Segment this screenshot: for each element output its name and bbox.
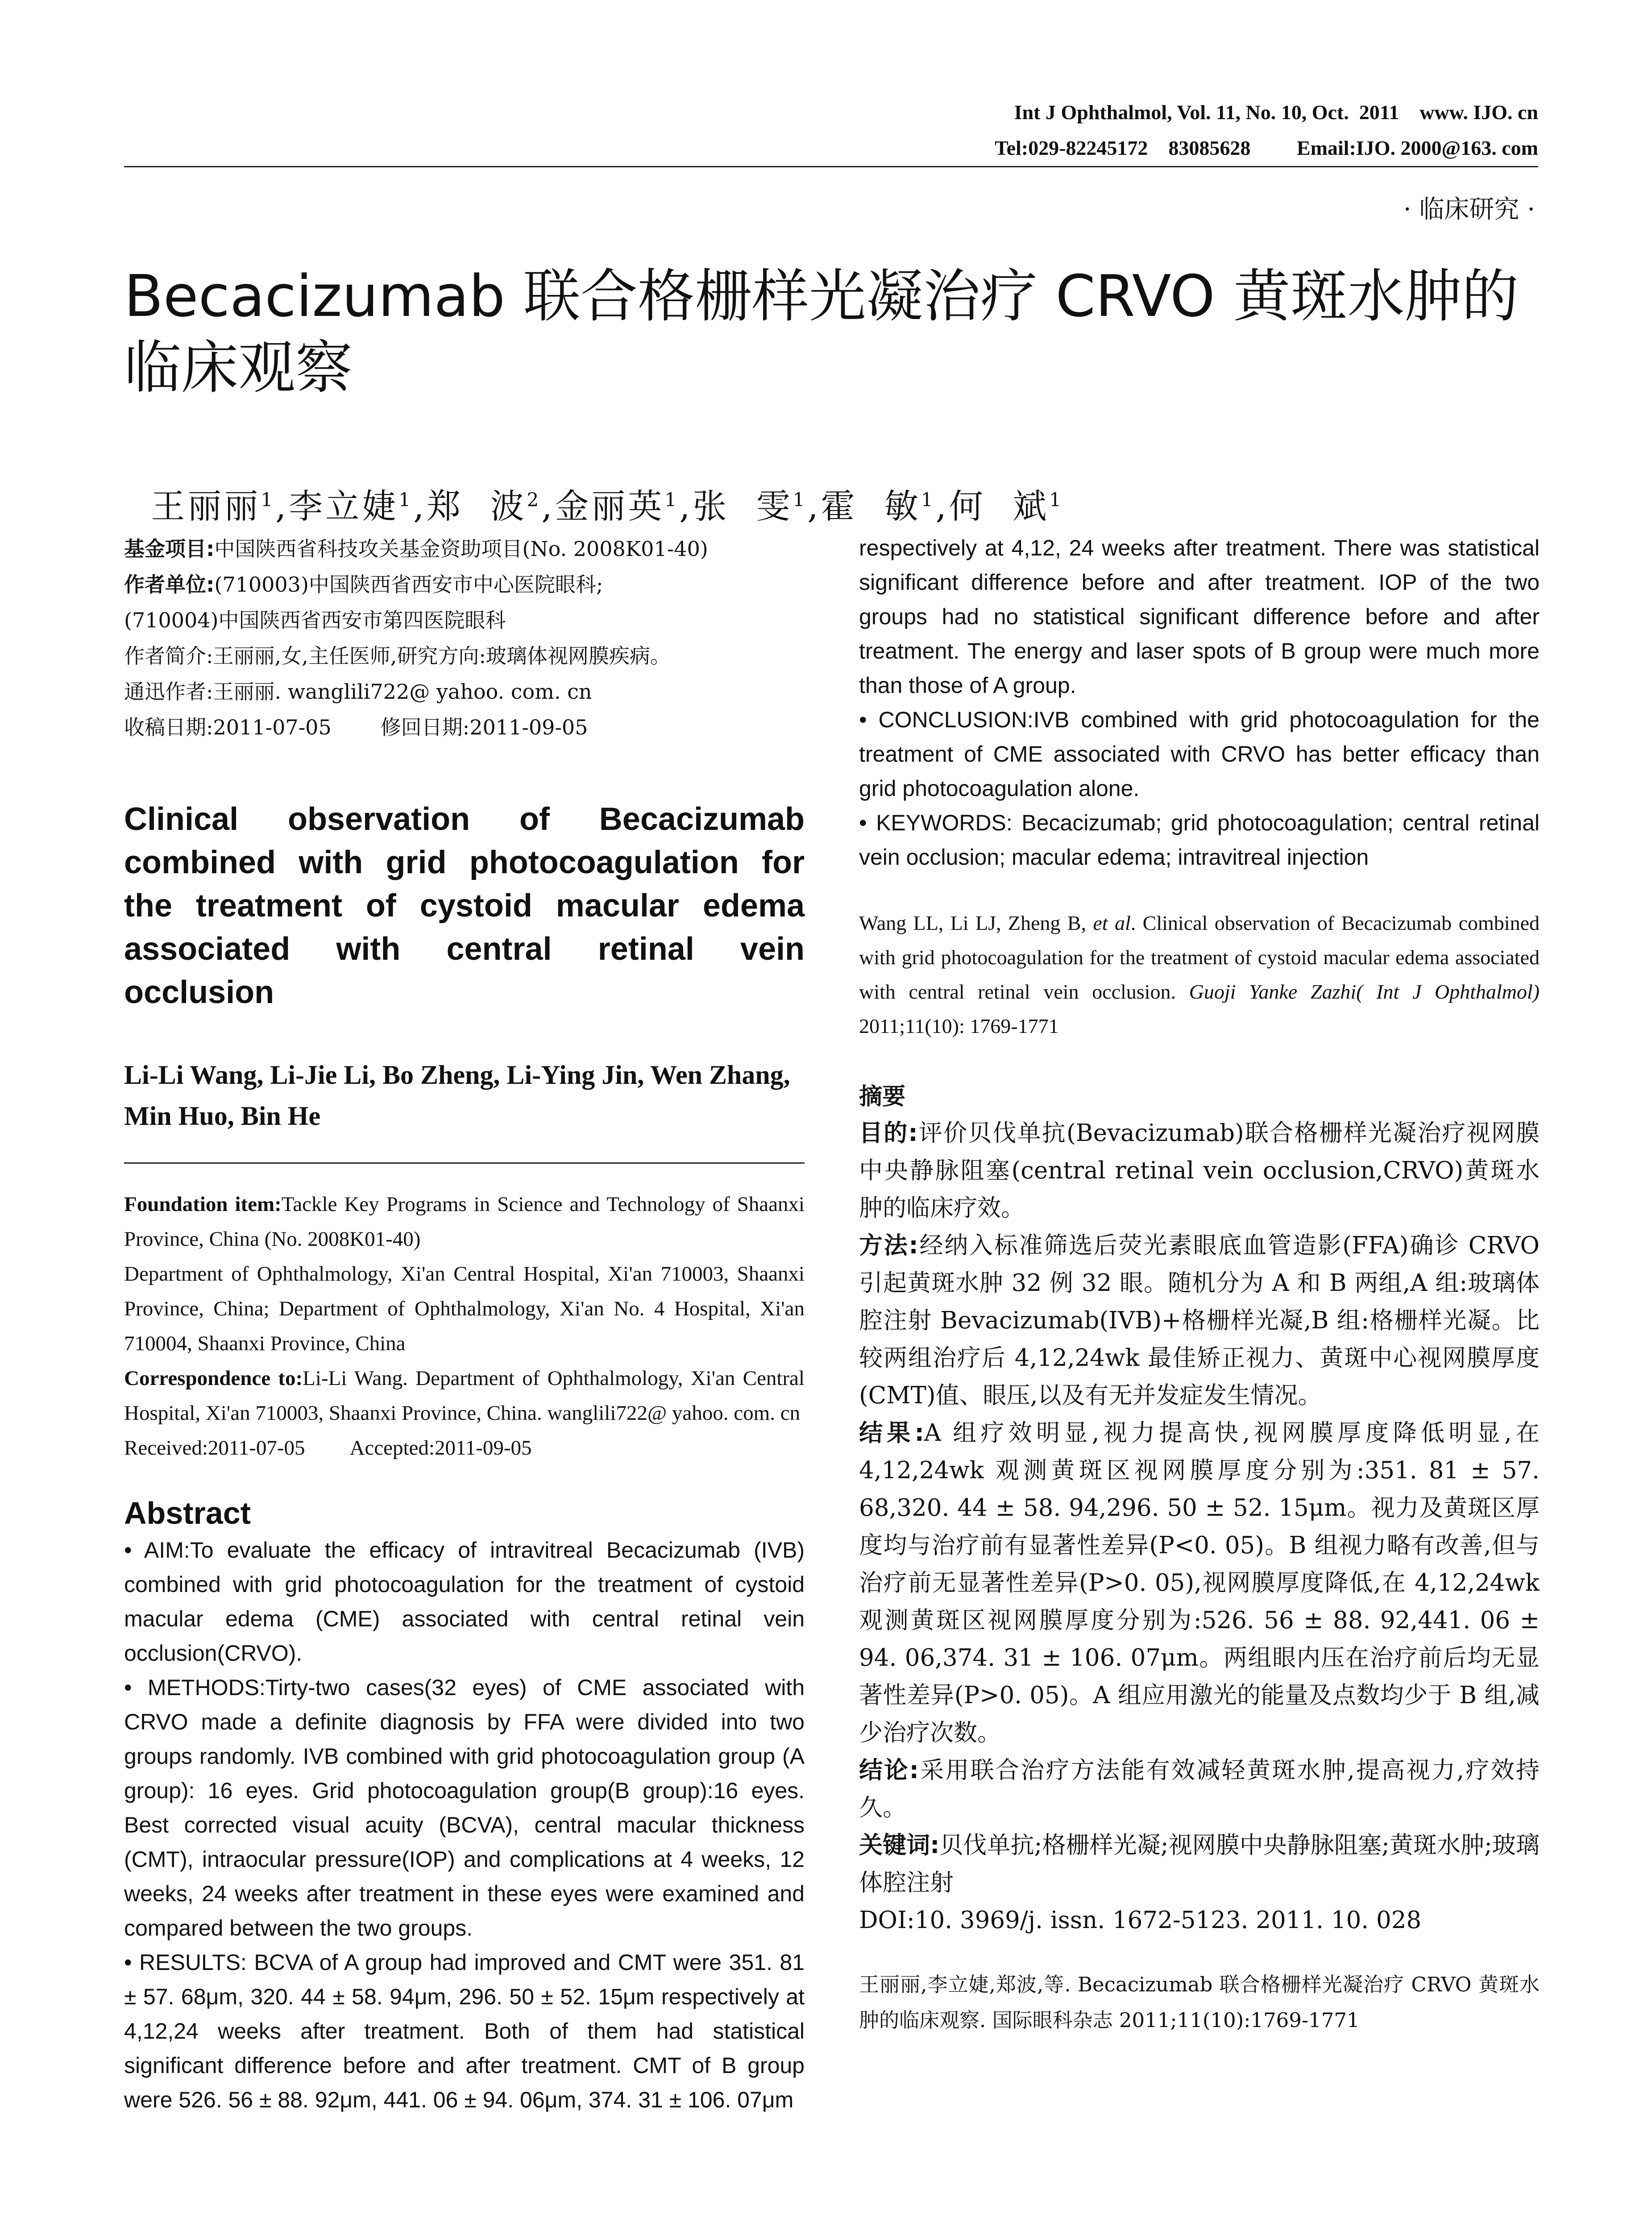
citation-journal: Guoji Yanke Zazhi( Int J Ophthalmol) xyxy=(1189,980,1540,1003)
author-cn: 何 斌 xyxy=(949,486,1050,526)
divider-rule xyxy=(124,1162,805,1164)
unit-text-2: (710004)中国陕西省西安市第四医院眼科 xyxy=(124,608,506,632)
corr-label: 通迅作者: xyxy=(124,680,213,704)
zy-conclusion: 采用联合治疗方法能有效减轻黄斑水肿,提高视力,疗效持久。 xyxy=(859,1757,1540,1821)
english-title: Clinical observation of Becacizumab combined with grid photocoagulation for the treatment of cystoid macular edema associated with central retinal vein occlusion xyxy=(124,801,805,1010)
corr-text: 王丽丽. wanglili722@ yahoo. com. cn xyxy=(213,680,592,704)
author-aff: 1 xyxy=(398,489,413,511)
author-aff: 1 xyxy=(1049,489,1064,511)
abstract-body-continued xyxy=(859,531,1540,875)
zy-conclusion-label: 结论: xyxy=(859,1757,919,1784)
foundation-block xyxy=(124,1187,805,1465)
received-date: Received:2011-07-05 xyxy=(124,1436,305,1460)
abstract-aim: • AIM:To evaluate the efficacy of intravitreal Becacizumab (IVB) combined with grid photocoagulation for the treatment of cystoid macular edema (CME) associated with central retinal vein occlusion(CRVO). xyxy=(124,1538,805,1666)
abstract-results-part2: respectively at 4,12, 24 weeks after treatment. There was statistical significant difference before and after treatment. IOP of the two groups had no statistical significant difference before and after treatment. The energy and laser spots of B group were much more than those of A group. xyxy=(859,535,1540,698)
foundation-text: Tackle Key Programs in Science and Technology of Shaanxi Province, China (No. 2008K01-40) xyxy=(124,1193,805,1251)
author-aff: 1 xyxy=(921,489,936,511)
author-aff: 2 xyxy=(527,489,542,511)
department-text: Department of Ophthalmology, Xi'an Central Hospital, Xi'an 710003, Shaanxi Province, China; Department of Ophthalmology, Xi'an No. 4 Hospital, Xi'an 710004, Shaanxi Province, China xyxy=(124,1262,805,1355)
abstract-heading: Abstract xyxy=(124,1496,251,1530)
authors-cn: 王丽丽$^1$,李立婕$^1$,郑 波$^2$,金丽英$^1$,张 雯$^1$,霍 敏$^1$,何 斌$^1$ xyxy=(151,486,1064,526)
author-aff: 1 xyxy=(664,489,680,511)
citation-etal: et al xyxy=(1093,912,1131,934)
unit-text-1: (710003)中国陕西省西安市中心医院眼科; xyxy=(214,572,603,597)
zy-keywords-label: 关键词: xyxy=(859,1832,940,1859)
author-cn: 霍 敏 xyxy=(821,486,921,526)
bio-label: 作者简介: xyxy=(124,644,213,668)
citation-tail: 2011;11(10): 1769-1771 xyxy=(859,1015,1059,1037)
zy-aim-label: 目的: xyxy=(859,1120,918,1147)
author-cn: 张 雯 xyxy=(693,486,793,526)
header-rule xyxy=(124,166,1538,167)
correspondence-label: Correspondence to: xyxy=(124,1367,303,1390)
zy-method: 经纳入标准筛选后荧光素眼底血管造影(FFA)确诊 CRVO 引起黄斑水肿 32 例 32 眼。随机分为 A 和 B 两组,A 组:玻璃体腔注射 Bevacizumab(IVB)+格栅样光凝,B 组:格栅样光凝。比较两组治疗后 4,12,24wk 最佳矫正视力、黄斑中心视网膜厚度(CMT)值、眼压,以及有无并发症发生情况。 xyxy=(859,1232,1540,1409)
english-authors: Li-Li Wang, Li-Jie Li, Bo Zheng, Li-Ying Jin, Wen Zhang, Min Huo, Bin He xyxy=(124,1060,790,1131)
zy-aim: 评价贝伐单抗(Bevacizumab)联合格栅样光凝治疗视网膜中央静脉阻塞(central retinal vein occlusion,CRVO)黄斑水肿的临床疗效。 xyxy=(859,1120,1540,1222)
author-aff: 1 xyxy=(793,489,808,511)
abstract-methods: • METHODS:Tirty-two cases(32 eyes) of CME associated with CRVO made a definite diagnosis by FFA were divided into two groups randomly. IVB combined with grid photocoagulation group (A group): 16 eyes. Grid photocoagulation group(B group):16 eyes. Best corrected visual acuity (BCVA), central macular thickness (CMT), intraocular pressure(IOP) and complications at 4 weeks, 12 weeks, 24 weeks after treatment in these eyes were examined and compared between the two groups. xyxy=(124,1675,805,1941)
author-cn: 金丽英 xyxy=(555,486,665,526)
zy-method-label: 方法: xyxy=(859,1232,918,1259)
unit-label: 作者单位: xyxy=(124,572,215,597)
zy-keywords: 贝伐单抗;格栅样光凝;视网膜中央静脉阻塞;黄斑水肿;玻璃体腔注射 xyxy=(859,1832,1540,1896)
contact-info: Tel:029-82245172 83085628 Email:IJO. 2000@163. com xyxy=(995,137,1538,159)
abstract-keywords: • KEYWORDS: Becacizumab; grid photocoagulation; central retinal vein occlusion; macular edema; intravitreal injection xyxy=(859,810,1540,870)
fund-text: 中国陕西省科技攻关基金资助项目(No. 2008K01-40) xyxy=(214,537,708,561)
doi: DOI:10. 3969/j. issn. 1672-5123. 2011. 10. 028 xyxy=(859,1907,1422,1934)
citation-authors: Wang LL, Li LJ, Zheng B, xyxy=(859,912,1093,934)
article-title: Becacizumab 联合格栅样光凝治疗 CRVO 黄斑水肿的临床观察 xyxy=(124,263,1519,401)
zy-result: A 组疗效明显,视力提高快,视网膜厚度降低明显,在 4,12,24wk 观测黄斑区视网膜厚度分别为:351. 81 ± 57. 68,320. 44 ± 58. 94,296. 50 ± 52. 15μm。视力及黄斑区厚度均与治疗前有显著性差异(P<0. 05)。B 组视力略有改善,但与治疗前无显著性差异(P>0. 05),视网膜厚度降低,在 4,12,24wk 观测黄斑区视网膜厚度分别为:526. 56 ± 88. 92,441. 06 ± 94. 06,374. 31 ± 106. 07μm。两组眼内压在治疗前后均无显著性差异(P>0. 05)。A 组应用激光的能量及点数均少于 B 组,减少治疗次数。 xyxy=(859,1419,1540,1746)
abstract-results-part1: • RESULTS: BCVA of A group had improved and CMT were 351. 81 ± 57. 68μm, 320. 44 ± 58. 94μm, 296. 50 ± 52. 15μm respectively at 4,12,24 weeks after treatment. Both of them had statistical significant difference before and after treatment. CMT of B group were 526. 56 ± 88. 92μm, 441. 06 ± 94. 06μm, 374. 31 ± 106. 07μm xyxy=(124,1950,805,2112)
author-cn: 王丽丽 xyxy=(151,486,261,526)
right-column xyxy=(859,531,1540,2038)
received-cn: 收稿日期:2011-07-05 xyxy=(124,715,332,739)
cn-metadata xyxy=(124,531,805,745)
citation-chinese: 王丽丽,李立婕,郑波,等. Becacizumab 联合格栅样光凝治疗 CRVO 黄斑水肿的临床观察. 国际眼科杂志 2011;11(10):1769-1771 xyxy=(859,1973,1540,2032)
abstract-conclusion: • CONCLUSION:IVB combined with grid photocoagulation for the treatment of CME associated with CRVO has better efficacy than grid photocoagulation alone. xyxy=(859,707,1540,801)
author-cn: 郑 波 xyxy=(427,486,527,526)
accepted-date: Accepted:2011-09-05 xyxy=(349,1436,532,1460)
section-tag: · 临床研究 · xyxy=(1403,195,1535,224)
zhaiyao-body xyxy=(859,1115,1540,1939)
zy-result-label: 结果: xyxy=(859,1419,924,1447)
zhaiyao-heading: 摘要 xyxy=(859,1083,906,1110)
author-cn: 李立婕 xyxy=(289,486,399,526)
citation-english xyxy=(859,906,1540,1043)
citation-text: . Clinical observation of Becacizumab combined with grid photocoagulation for the treatment of cystoid macular edema associated with central retinal vein occlusion. xyxy=(859,912,1540,1003)
fund-label: 基金项目: xyxy=(124,537,215,561)
left-column xyxy=(124,531,805,2117)
revised-cn: 修回日期:2011-09-05 xyxy=(380,715,588,739)
foundation-label: Foundation item: xyxy=(124,1193,282,1216)
journal-info: Int J Ophthalmol, Vol. 11, No. 10, Oct. 2011 www. IJO. cn xyxy=(1014,101,1538,124)
abstract-body xyxy=(124,1533,805,2117)
bio-text: 王丽丽,女,主任医师,研究方向:玻璃体视网膜疾病。 xyxy=(213,644,671,668)
correspondence-text: Li-Li Wang. Department of Ophthalmology, Xi'an Central Hospital, Xi'an 710003, Shaanxi Province, China. wanglili722@ yahoo. com. cn xyxy=(124,1367,805,1425)
author-aff: 1 xyxy=(261,489,276,511)
